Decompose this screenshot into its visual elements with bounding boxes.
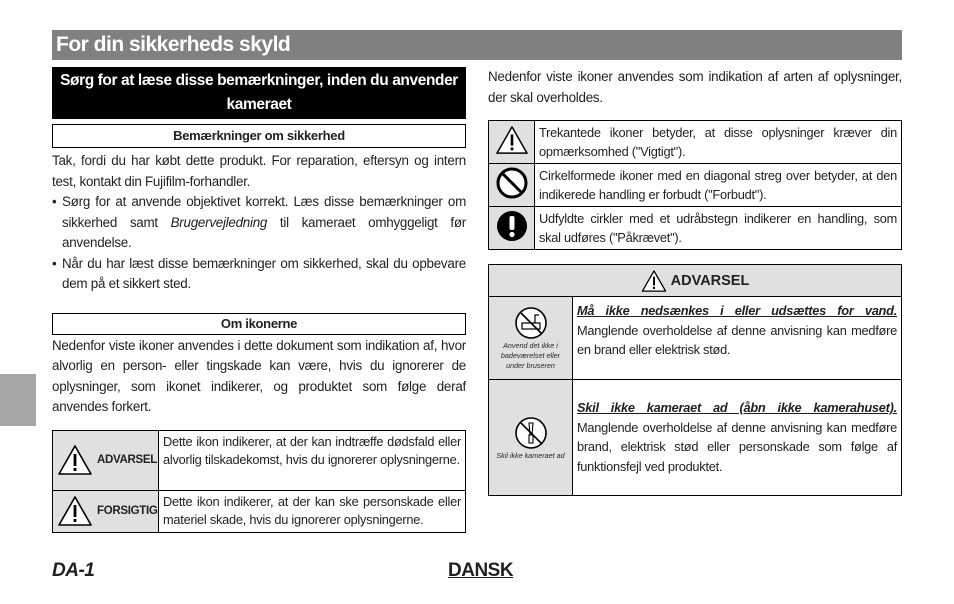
- read-before-banner: Sørg for at læse disse bemærkninger, inden du anvender kameraet: [52, 67, 466, 119]
- section-side-tab: [0, 374, 36, 426]
- table-row: [489, 121, 902, 164]
- signal-word-table: [52, 430, 466, 533]
- icon-cell: [489, 121, 535, 164]
- bullet-text: til kameraet omhyggeligt før anvendelse.: [62, 214, 466, 250]
- signal-description: Dette ikon indikerer, at der kan ske personskade eller materiel skade, hvis du ignorerer oplysningerne.: [159, 490, 466, 532]
- language-label: DANSK: [448, 560, 514, 581]
- icon-types-table: [488, 120, 902, 250]
- icon-cell: [489, 207, 535, 250]
- icon-description: Cirkelformede ikoner med en diagonal streg over betyder, at den indikerede handling er forbudt ("Forbudt").: [535, 164, 902, 207]
- no-bathroom-icon: [513, 305, 549, 341]
- table-row: [53, 490, 466, 532]
- prohibited-icon: [495, 166, 529, 200]
- warning-box: [488, 264, 902, 496]
- about-icons-heading: Om ikonerne: [52, 313, 466, 335]
- icon-description: Udfyldte cirkler med et udråbstegn indikerer en handling, som skal udføres ("Påkrævet").: [535, 207, 902, 250]
- bullet-item: • Når du har læst disse bemærkninger om sikkerhed, skal du opbevare dem på et sikkert sted.: [52, 254, 466, 295]
- icons-intro-paragraph: Nedenfor viste ikoner anvendes i dette dokument som indikation af, hvor alvorlig en person- eller tingskade kan være, hvis du ignorerer de oplysninger, som ikonet indikerer, og produktet som følge deraf anvendes forkert.: [52, 337, 466, 414]
- warning-icon-caption: Skil ikke kameraet ad: [496, 450, 565, 460]
- icon-description: Trekantede ikoner betyder, at disse oplysninger kræver din opmærksomhed ("Vigtigt").: [535, 121, 902, 164]
- icon-types-intro: Nedenfor viste ikoner anvendes som indikation af arten af oplysninger, der skal overholdes.: [488, 69, 902, 105]
- mandatory-icon: [495, 209, 529, 243]
- right-column: [488, 67, 902, 496]
- warning-triangle-icon: [57, 444, 93, 476]
- warning-heading: [489, 265, 901, 297]
- warning-heading-label: ADVARSEL: [670, 272, 750, 289]
- warning-triangle-icon: [641, 269, 667, 293]
- manual-title: Brugervejledning: [170, 214, 268, 230]
- warning-text: [573, 380, 901, 495]
- bullet-text: Sørg for at anvende objektivet korrekt. Læs disse bemærkninger om sikkerhed samt: [62, 194, 466, 230]
- warning-triangle-icon: [495, 125, 529, 155]
- warning-item: [489, 297, 901, 379]
- warning-icon-cell: [489, 380, 573, 495]
- table-row: [489, 207, 902, 250]
- page-number: DA-1: [52, 560, 95, 581]
- warning-body: Manglende overholdelse af denne anvisning kan medføre brand, elektrisk stød eller personskade som følge af funktionsfejl ved produktet.: [577, 419, 897, 474]
- signal-label-cell: [53, 430, 159, 490]
- page-title: For din sikkerheds skyld: [56, 33, 291, 56]
- title-bar: [52, 30, 902, 60]
- warning-text: [573, 297, 901, 379]
- warning-body: Manglende overholdelse af denne anvisning kan medføre en brand eller elektrisk stød.: [577, 322, 897, 357]
- icon-cell: [489, 164, 535, 207]
- warning-triangle-icon: [57, 495, 93, 527]
- safety-notes-heading: Bemærkninger om sikkerhed: [52, 124, 466, 148]
- signal-description: Dette ikon indikerer, at der kan indtræffe dødsfald eller alvorlig tilskadekomst, hvis du ignorerer oplysningerne.: [159, 430, 466, 490]
- signal-label: ADVARSEL: [97, 454, 158, 466]
- intro-paragraph: Tak, fordi du har købt dette produkt. For reparation, eftersyn og intern test, kontakt din Fujifilm-forhandler.: [52, 153, 466, 189]
- no-disassembly-icon: [513, 415, 549, 451]
- warning-lead: Skil ikke kameraet ad (åbn ikke kamerahuset).: [577, 400, 897, 415]
- table-row: [53, 430, 466, 490]
- warning-icon-cell: [489, 297, 573, 379]
- signal-label-cell: [53, 490, 159, 532]
- left-column: [52, 67, 466, 533]
- table-row: [489, 164, 902, 207]
- warning-lead: Må ikke nedsænkes i eller udsættes for vand.: [577, 303, 897, 318]
- signal-label: FORSIGTIG: [97, 505, 158, 517]
- warning-icon-caption: Anvend det ikke i badeværelset eller under bruseren: [500, 341, 561, 370]
- safety-bullets: [52, 192, 466, 295]
- warning-item: [489, 379, 901, 495]
- bullet-item: [52, 192, 466, 254]
